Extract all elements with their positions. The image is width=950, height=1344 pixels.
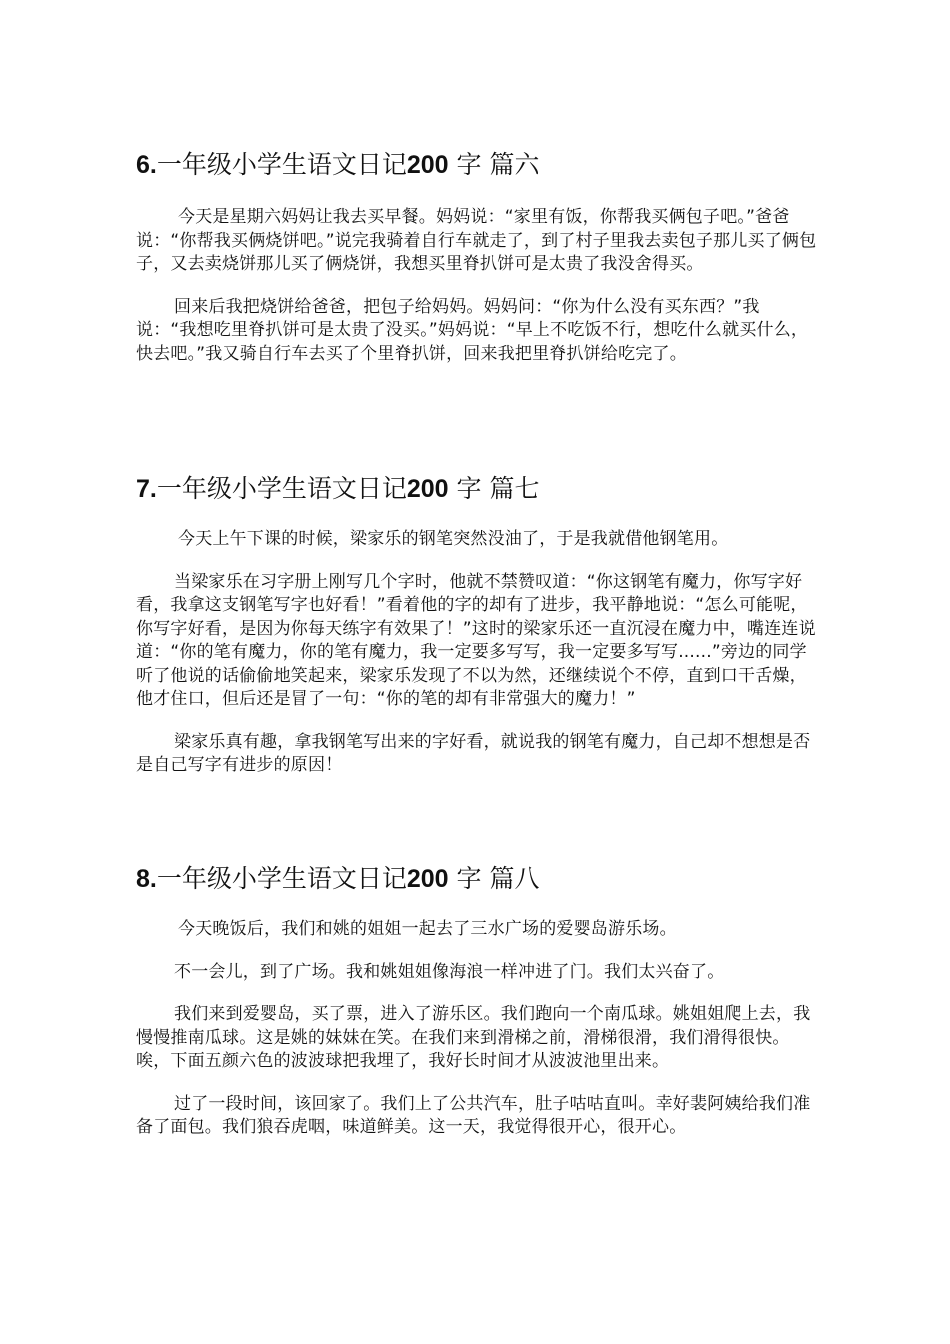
heading-suffix: 字 篇六 [456, 150, 540, 179]
heading-title: 一年级小学生语文日记 [156, 864, 407, 893]
paragraph: 回来后我把烧饼给爸爸，把包子给妈妈。妈妈问：“你为什么没有买东西？”我说：“我想吃里脊扒饼可是太贵了没买。”妈妈说：“早上不吃饭不行，想吃什么就买什么，快去吧。”我又骑自行车去买了个里脊扒饼，回来我把里脊扒饼给吃完了。 [136, 296, 809, 364]
paragraph: 梁家乐真有趣，拿我钢笔写出来的字好看，就说我的钢笔有魔力，自己却不想想是否是自己写字有进步的原因！ [136, 731, 811, 775]
diary-section-8 [136, 862, 820, 1140]
heading-word-count: 200 [406, 475, 449, 503]
heading-number: 8. [136, 865, 157, 893]
paragraph: 过了一段时间，该回家了。我们上了公共汽车，肚子咕咕直叫。幸好裴阿姨给我们准备了面包。我们狼吞虎咽，味道鲜美。这一天，我觉得很开心，很开心。 [136, 1093, 811, 1137]
section-heading [136, 862, 820, 896]
heading-word-count: 200 [406, 865, 449, 893]
heading-title: 一年级小学生语文日记 [156, 150, 407, 179]
heading-title: 一年级小学生语文日记 [156, 474, 407, 503]
diary-section-6 [136, 148, 820, 366]
paragraph: 今天上午下课的时候，梁家乐的钢笔突然没油了，于是我就借他钢笔用。 [178, 529, 729, 549]
section-heading [136, 148, 820, 182]
paragraph: 今天是星期六妈妈让我去买早餐。妈妈说：“家里有饭，你帮我买俩包子吧。”爸爸说：“你帮我买俩烧饼吧。”说完我骑着自行车就走了，到了村子里我去卖包子那儿买了俩包子，又去卖烧饼那儿买了俩烧饼，我想买里脊扒饼可是太贵了我没舍得买。 [136, 207, 817, 274]
paragraph: 我们来到爱婴岛，买了票，进入了游乐区。我们跑向一个南瓜球。姚姐姐爬上去，我慢慢推南瓜球。这是姚的妹妹在笑。在我们来到滑梯之前，滑梯很滑，我们滑得很快。唉，下面五颜六色的波波球把我埋了，我好长时间才从波波池里出来。 [136, 1004, 811, 1071]
diary-section-7 [136, 472, 820, 778]
heading-suffix: 字 篇七 [456, 474, 540, 503]
heading-number: 6. [136, 151, 157, 179]
section-heading [136, 472, 820, 506]
paragraph: 不一会儿，到了广场。我和姚姐姐像海浪一样冲进了门。我们太兴奋了。 [174, 961, 725, 982]
heading-number: 7. [136, 475, 157, 503]
heading-word-count: 200 [406, 151, 449, 179]
paragraph: 当梁家乐在习字册上刚写几个字时，他就不禁赞叹道：“你这钢笔有魔力，你写字好看，我拿这支钢笔写字也好看！”看着他的字的却有了进步，我平静地说：“怎么可能呢，你写字好看，是因为你每天练字有效果了！”这时的梁家乐还一直沉浸在魔力中，嘴连连说道：“你的笔有魔力，你的笔有魔力，我一定要多写写，我一定要多写写......”旁边的同学听了他说的话偷偷地笑起来，梁家乐发现了不以为然，还继续说个不停，直到口干舌燥，他才住口，但后还是冒了一句：“你的笔的却有非常强大的魔力！” [136, 571, 816, 709]
paragraph: 今天晚饭后，我们和姚的姐姐一起去了三水广场的爱婴岛游乐场。 [178, 919, 677, 939]
heading-suffix: 字 篇八 [456, 864, 540, 893]
